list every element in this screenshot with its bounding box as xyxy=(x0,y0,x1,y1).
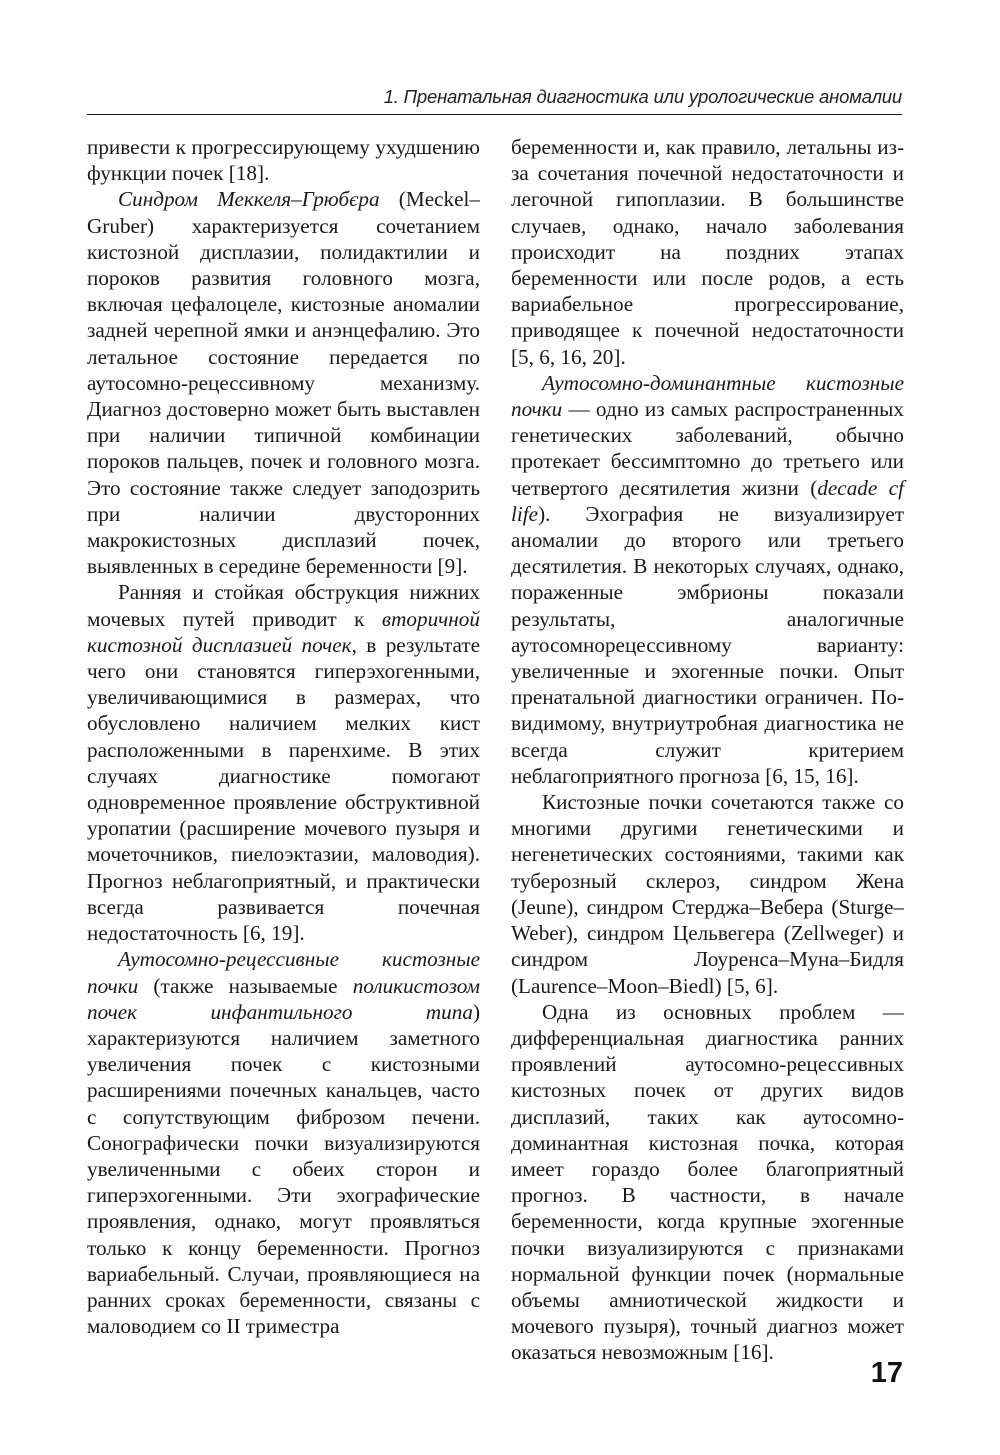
right-column xyxy=(511,134,904,1366)
paragraph-differential-diagnosis xyxy=(511,999,904,1366)
paragraph-meckel-gruber xyxy=(87,186,480,579)
paragraph-associated-syndromes xyxy=(511,789,904,999)
paragraph-continuation xyxy=(87,134,480,186)
paragraph-text: — одно из самых распространенных генетических заболеваний, обычно протекает бессимптомно до третьего или четвертого десятилетия жизни ( xyxy=(511,397,904,500)
paragraph-text: Кистозные почки сочетаются также со многими другими генетическими и негенетических состояниями, такими как туберозный склероз, синдром Жена (Jeune), синдром Стерджа–Вебера (Sturge–Weber), синдром Цельвегера (Zellweger) и синдром Лоуренса–Муна–Бидля (Laurence–Moon–Biedl) [5, 6]. xyxy=(511,790,904,998)
term-infantile-polycystic: поликистозом почек инфантильного типа xyxy=(87,973,480,1024)
running-header xyxy=(87,84,902,115)
paragraph-autosomal-dominant xyxy=(511,370,904,789)
paragraph-text: ) характеризуются наличием заметного увеличения почек с кистозными расширениями почечных канальцев, часто с сопутствующим фиброзом печени. Сонографически почки визуализируются увеличенными с обеих сторон и гиперэхогенными. Эти эхографические проявления, однако, могут проявляться только к концу беременности. Прогноз вариабельный. Случаи, проявляющиеся на ранних сроках беременности, связаны с маловодием со II триместра xyxy=(87,999,480,1339)
paragraph-text: (также называемые xyxy=(138,973,353,998)
paragraph-text: беременности и, как правило, летальны из-за сочетания почечной недостаточности и легочной гипоплазии. В большинстве случаев, однако, начало заболевания происходит на поздних этапах беременности или после родов, а есть вариабельное прогрессирование, приводящее к почечной недостаточности [5, 6, 16, 20]. xyxy=(511,135,904,369)
paragraph-obstruction xyxy=(87,579,480,946)
running-header-title: 1. Пренатальная диагностика или урологические аномалии xyxy=(383,86,902,107)
paragraph-text: ). Эхография не визуализирует аномалии до второго или третьего десятилетия. В некоторых случаях, однако, пораженные эмбрионы показали результаты, аналогичные аутосомнорецессивному варианту: увеличенные и эхогенные почки. Опыт пренатальной диагностики ограничен. По-видимому, внутриутробная диагностика не всегда служит критерием неблагоприятного прогноза [6, 15, 16]. xyxy=(511,501,904,788)
paragraph-text: Ранняя и стойкая обструкция нижних мочевых путей приводит к xyxy=(87,580,480,631)
paragraph-text: привести к прогрессирующему ухудшению функции почек [18]. xyxy=(87,135,480,186)
page-number: 17 xyxy=(870,1357,903,1389)
paragraph-text: (Meckel–Gruber) характеризуется сочетанием кистозной дисплазии, полидактилии и пороков развития головного мозга, включая цефалоцеле, кистозные аномалии задней черепной ямки и анэнцефалию. Это летальное состояние передается по аутосомно-рецессивному механизму. Диагноз достоверно может быть выставлен при наличии типичной комбинации пороков пальцев, почек и головного мозга. Это состояние также следует заподозрить при наличии двусторонних макрокистозных дисплазий почек, выявленных в середине беременности [9]. xyxy=(87,187,480,579)
left-column xyxy=(87,134,480,1339)
paragraph-text: , в результате чего они становятся гиперэхогенными, увеличивающимися в размерах, что обусловлено наличием мелких кист расположенными в паренхиме. В этих случаях диагностике помогают одновременное проявление обструктивной уропатии (расширение мочевого пузыря и мочеточников, пиелоэктазии, маловодия). Прогноз неблагоприятный, и практически всегда развивается почечная недостаточность [6, 19]. xyxy=(87,632,481,946)
paragraph-continuation xyxy=(511,134,904,370)
term-autosomal-recessive: Аутосомно-рецессивные кистозные почки xyxy=(87,947,480,998)
term-decade-of-life: decade сf lіfe xyxy=(511,475,904,526)
term-autosomal-dominant: Аутосомно-доминантные кистозные почки xyxy=(511,370,904,422)
paragraph-text: Одна из основных проблем — дифференциальная диагностика ранних проявлений аутосомно-рецессивных кистозных почек от других видов дисплазий, таких как аутосомно-доминантная кистозная почка, которая имеет гораздо более благоприятный прогноз. В частности, в начале беременности, когда крупные эхогенные почки визуализируются с признаками нормальной функции почек (нормальные объемы амниотической жидкости и мочевого пузыря), точный диагноз может оказаться невозможным [16]. xyxy=(511,999,904,1365)
paragraph-autosomal-recessive xyxy=(87,946,480,1339)
term-secondary-dysplasia: вторичной кистозной дисплазией почек xyxy=(87,606,480,657)
term-meckel-gruber: Синдром Меккеля–Грюбєра xyxy=(118,187,380,212)
